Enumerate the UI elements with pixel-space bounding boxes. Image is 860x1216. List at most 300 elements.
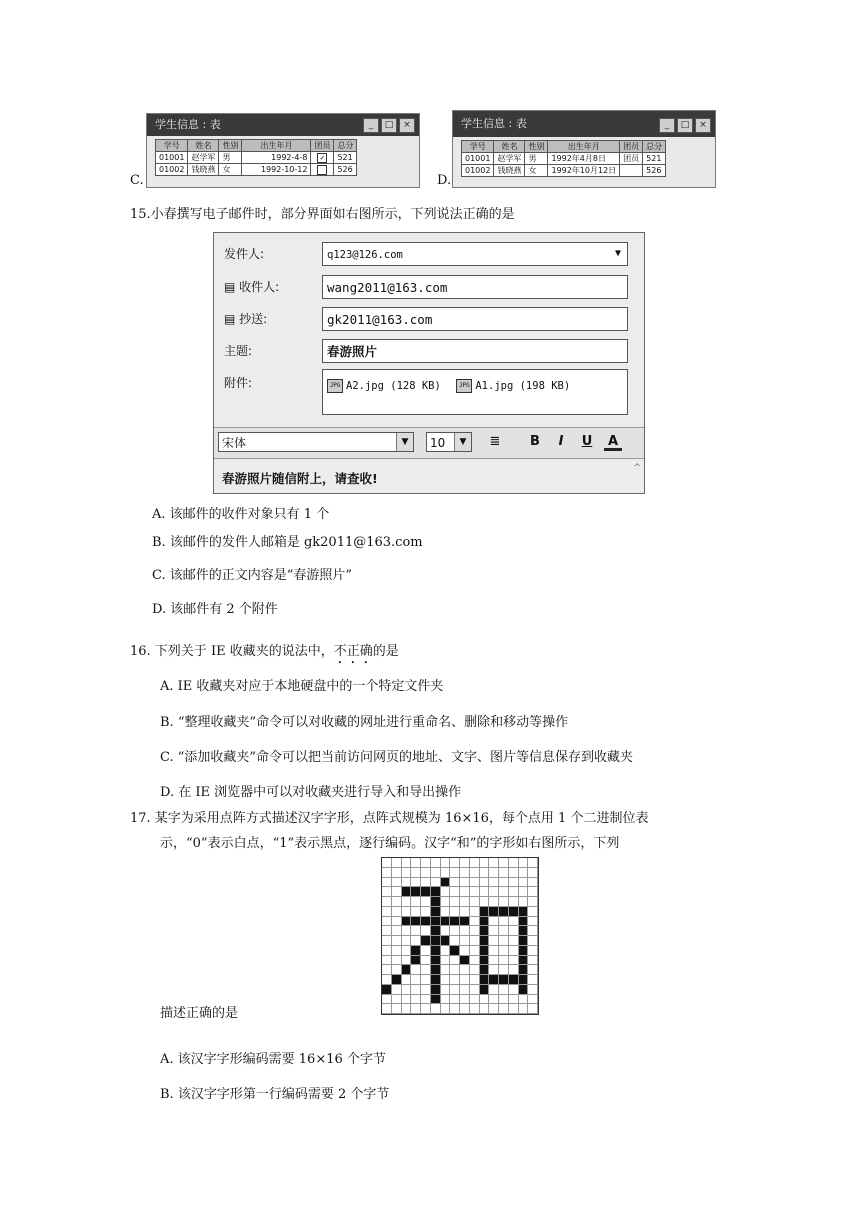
glyph-cell <box>528 887 538 897</box>
glyph-cell <box>499 926 509 936</box>
chevron-down-icon[interactable]: ▼ <box>614 248 622 259</box>
email-body[interactable]: 春游照片随信附上，请查收! <box>222 471 378 486</box>
glyph-cell <box>509 897 519 907</box>
glyph-cell <box>450 868 460 878</box>
table-cell: 1992-10-12 <box>242 164 311 176</box>
glyph-cell <box>470 965 480 975</box>
glyph-cell <box>431 858 441 868</box>
glyph-cell <box>460 956 470 966</box>
glyph-cell <box>470 1004 480 1014</box>
underline-button[interactable]: U <box>581 434 593 449</box>
glyph-cell <box>489 858 499 868</box>
table-row <box>156 164 357 176</box>
glyph-cell <box>450 965 460 975</box>
glyph-cell <box>519 897 529 907</box>
glyph-cell <box>392 878 402 888</box>
glyph-cell <box>402 1004 412 1014</box>
q15-option-d: D. 该邮件有 2 个附件 <box>152 602 278 617</box>
glyph-cell <box>528 1004 538 1014</box>
table-header: 团员 <box>620 141 643 153</box>
address-book-icon[interactable]: ▤ <box>224 280 236 294</box>
q16-stem-before: 16. 下列关于 IE 收藏夹的说法中， <box>130 644 334 659</box>
glyph-cell <box>528 926 538 936</box>
glyph-cell <box>489 965 499 975</box>
table-cell: 01002 <box>156 164 188 176</box>
glyph-cell <box>431 965 441 975</box>
glyph-cell <box>402 858 412 868</box>
q16-option-c: C. “添加收藏夹”命令可以把当前访问网页的地址、文字、图片等信息保存到收藏夹 <box>160 750 634 765</box>
table-d-title: 学生信息 : 表 <box>461 117 527 130</box>
glyph-cell <box>411 897 421 907</box>
glyph-cell <box>421 1004 431 1014</box>
glyph-cell <box>519 907 529 917</box>
glyph-cell <box>441 858 451 868</box>
glyph-cell <box>499 965 509 975</box>
glyph-cell <box>509 907 519 917</box>
glyph-cell <box>470 878 480 888</box>
glyph-cell <box>382 1004 392 1014</box>
cc-label[interactable]: 抄送: <box>239 312 268 326</box>
glyph-cell <box>441 1004 451 1014</box>
glyph-cell <box>382 917 392 927</box>
italic-button[interactable]: I <box>558 434 564 449</box>
glyph-cell <box>528 907 538 917</box>
glyph-cell <box>489 995 499 1005</box>
table-c-title: 学生信息 : 表 <box>155 118 221 131</box>
glyph-cell <box>450 995 460 1005</box>
glyph-cell <box>489 975 499 985</box>
table-cell-checkbox[interactable] <box>311 152 334 164</box>
glyph-cell <box>528 878 538 888</box>
glyph-cell <box>421 926 431 936</box>
address-book-icon[interactable]: ▤ <box>224 312 236 326</box>
glyph-cell <box>431 946 441 956</box>
table-header: 学号 <box>156 140 188 152</box>
glyph-cell <box>528 995 538 1005</box>
glyph-cell <box>460 926 470 936</box>
table-cell: 01001 <box>462 153 494 165</box>
glyph-cell <box>528 985 538 995</box>
table-c-titlebar <box>147 114 419 136</box>
glyph-cell <box>450 907 460 917</box>
glyph-cell <box>441 917 451 927</box>
font-name-select[interactable] <box>218 432 414 452</box>
table-cell-checkbox[interactable] <box>311 164 334 176</box>
cc-field[interactable]: gk2011@163.com <box>322 307 628 331</box>
glyph-cell <box>499 946 509 956</box>
glyph-cell <box>411 907 421 917</box>
glyph-cell <box>382 985 392 995</box>
table-row <box>462 165 666 177</box>
table-cell: 526 <box>334 164 357 176</box>
glyph-cell <box>431 907 441 917</box>
table-cell: 1992年4月8日 <box>548 153 620 165</box>
glyph-cell <box>411 858 421 868</box>
q17-option-b: B. 该汉字字形第一行编码需要 2 个字节 <box>160 1087 390 1102</box>
glyph-cell <box>421 936 431 946</box>
q17-option-a: A. 该汉字字形编码需要 16×16 个字节 <box>160 1052 386 1067</box>
glyph-cell <box>382 946 392 956</box>
attachment-item[interactable] <box>327 376 441 396</box>
glyph-cell <box>489 887 499 897</box>
glyph-cell <box>411 946 421 956</box>
glyph-cell <box>489 878 499 888</box>
glyph-cell <box>382 887 392 897</box>
glyph-cell <box>450 926 460 936</box>
glyph-cell <box>421 868 431 878</box>
glyph-cell <box>470 887 480 897</box>
glyph-cell <box>480 936 490 946</box>
glyph-cell <box>411 1004 421 1014</box>
checkbox-unchecked[interactable] <box>317 165 327 175</box>
glyph-cell <box>382 965 392 975</box>
glyph-cell <box>528 946 538 956</box>
q15-option-c: C. 该邮件的正文内容是“春游照片” <box>152 568 353 583</box>
glyph-cell <box>460 975 470 985</box>
glyph-cell <box>519 965 529 975</box>
glyph-cell <box>480 965 490 975</box>
glyph-cell <box>460 907 470 917</box>
glyph-cell <box>450 858 460 868</box>
glyph-cell <box>519 995 529 1005</box>
from-select[interactable] <box>322 242 628 266</box>
glyph-cell <box>392 956 402 966</box>
glyph-cell <box>392 985 402 995</box>
attachment-name: A2.jpg (128 KB) <box>346 380 441 392</box>
format-toolbar <box>214 427 644 459</box>
glyph-cell <box>499 887 509 897</box>
bold-button[interactable]: B <box>530 434 540 449</box>
glyph-cell <box>480 995 490 1005</box>
glyph-cell <box>421 995 431 1005</box>
glyph-cell <box>431 926 441 936</box>
glyph-cell <box>499 975 509 985</box>
glyph-cell <box>450 956 460 966</box>
table-header: 团员 <box>311 140 334 152</box>
glyph-cell <box>441 887 451 897</box>
glyph-cell <box>528 975 538 985</box>
glyph-cell <box>392 858 402 868</box>
glyph-cell <box>450 946 460 956</box>
cc-label-row <box>224 310 267 327</box>
question-15-stem: 15.小春撰写电子邮件时，部分界面如右图所示，下列说法正确的是 <box>130 207 515 222</box>
font-size-select[interactable] <box>426 432 472 452</box>
glyph-cell <box>489 926 499 936</box>
table-cell: 526 <box>643 165 666 177</box>
attachment-box <box>322 369 628 415</box>
glyph-cell <box>480 975 490 985</box>
q16-option-b: B. “整理收藏夹”命令可以对收藏的网址进行重命名、删除和移动等操作 <box>160 715 569 730</box>
glyph-cell <box>470 917 480 927</box>
maximize-icon[interactable]: □ <box>381 118 397 133</box>
glyph-cell <box>509 936 519 946</box>
glyph-cell <box>421 907 431 917</box>
glyph-cell <box>411 965 421 975</box>
glyph-cell <box>421 965 431 975</box>
glyph-cell <box>392 995 402 1005</box>
glyph-cell <box>519 975 529 985</box>
table-cell: 1992年10月12日 <box>548 165 620 177</box>
glyph-cell <box>441 926 451 936</box>
glyph-cell <box>460 858 470 868</box>
glyph-cell <box>470 956 480 966</box>
glyph-cell <box>402 946 412 956</box>
glyph-cell <box>382 858 392 868</box>
table-cell: 女 <box>219 164 242 176</box>
glyph-cell <box>489 907 499 917</box>
glyph-cell <box>441 995 451 1005</box>
glyph-cell <box>441 868 451 878</box>
glyph-cell <box>499 917 509 927</box>
glyph-cell <box>499 878 509 888</box>
scroll-up-icon[interactable]: ^ <box>633 463 641 473</box>
glyph-cell <box>519 926 529 936</box>
glyph-cell <box>519 868 529 878</box>
table-header: 性别 <box>525 141 548 153</box>
glyph-cell <box>509 926 519 936</box>
glyph-cell <box>382 956 392 966</box>
glyph-cell <box>519 936 529 946</box>
glyph-cell <box>480 946 490 956</box>
glyph-cell <box>509 878 519 888</box>
glyph-cell <box>411 956 421 966</box>
glyph-cell <box>460 985 470 995</box>
glyph-cell <box>499 868 509 878</box>
glyph-cell <box>450 878 460 888</box>
glyph-cell <box>499 907 509 917</box>
glyph-cell <box>411 917 421 927</box>
glyph-cell <box>450 917 460 927</box>
glyph-cell <box>402 878 412 888</box>
glyph-cell <box>499 985 509 995</box>
question-17-stem-line-2: 示，“0”表示白点，“1”表示黑点，逐行编码。汉字“和”的字形如右图所示，下列 <box>160 836 620 851</box>
glyph-cell <box>382 897 392 907</box>
line-spacing-icon[interactable]: ≣ <box>489 434 501 449</box>
glyph-cell <box>528 917 538 927</box>
glyph-cell <box>519 956 529 966</box>
glyph-cell <box>499 956 509 966</box>
glyph-cell <box>489 956 499 966</box>
glyph-cell <box>431 936 441 946</box>
glyph-cell <box>519 917 529 927</box>
glyph-cell <box>382 868 392 878</box>
from-value: q123@126.com <box>327 249 403 261</box>
table-row <box>156 152 357 164</box>
glyph-cell <box>392 936 402 946</box>
glyph-cell <box>450 936 460 946</box>
glyph-cell <box>441 956 451 966</box>
table-cell: 赵学军 <box>188 152 219 164</box>
dot-matrix-glyph-he <box>381 857 539 1015</box>
glyph-cell <box>411 975 421 985</box>
glyph-cell <box>460 878 470 888</box>
chevron-down-icon[interactable]: ▼ <box>396 433 413 451</box>
glyph-cell <box>509 975 519 985</box>
glyph-cell <box>450 985 460 995</box>
glyph-cell <box>499 1004 509 1014</box>
attachment-item[interactable] <box>456 376 570 396</box>
glyph-cell <box>528 858 538 868</box>
close-icon[interactable]: × <box>399 118 415 133</box>
table-cell: 女 <box>525 165 548 177</box>
table-cell: 男 <box>219 152 242 164</box>
jpg-file-icon: JPG <box>456 379 472 393</box>
glyph-cell <box>402 956 412 966</box>
attachment-name: A1.jpg (198 KB) <box>475 380 571 392</box>
glyph-cell <box>421 887 431 897</box>
table-cell: 01002 <box>462 165 494 177</box>
table-header: 总分 <box>643 141 666 153</box>
glyph-cell <box>382 878 392 888</box>
table-header: 出生年月 <box>548 141 620 153</box>
checkbox-checked[interactable]: ✓ <box>317 153 327 163</box>
glyph-cell <box>392 907 402 917</box>
glyph-cell <box>470 995 480 1005</box>
glyph-cell <box>441 878 451 888</box>
option-c-label: C. <box>130 173 144 188</box>
glyph-cell <box>470 975 480 985</box>
glyph-cell <box>480 907 490 917</box>
q15-option-b: B. 该邮件的发件人邮箱是 gk2011@163.com <box>152 535 423 550</box>
glyph-cell <box>431 956 441 966</box>
glyph-cell <box>441 907 451 917</box>
glyph-cell <box>421 897 431 907</box>
q16-stem-after: 的是 <box>372 644 399 659</box>
glyph-cell <box>392 868 402 878</box>
glyph-cell <box>509 985 519 995</box>
glyph-cell <box>421 946 431 956</box>
glyph-cell <box>470 868 480 878</box>
q15-option-a: A. 该邮件的收件对象只有 1 个 <box>152 507 330 522</box>
jpg-file-icon: JPG <box>327 379 343 393</box>
glyph-cell <box>421 956 431 966</box>
font-size-value: 10 <box>430 436 446 450</box>
to-label-row <box>224 278 279 295</box>
glyph-cell <box>411 887 421 897</box>
glyph-cell <box>411 985 421 995</box>
glyph-cell <box>489 897 499 907</box>
glyph-cell <box>470 985 480 995</box>
table-cell: 团员 <box>620 153 643 165</box>
glyph-cell <box>411 995 421 1005</box>
glyph-cell <box>441 936 451 946</box>
glyph-cell <box>509 917 519 927</box>
glyph-cell <box>402 897 412 907</box>
table-cell: 01001 <box>156 152 188 164</box>
glyph-cell <box>431 975 441 985</box>
glyph-cell <box>509 956 519 966</box>
table-c-window <box>146 113 420 188</box>
glyph-cell <box>421 878 431 888</box>
glyph-cell <box>489 917 499 927</box>
glyph-cell <box>509 868 519 878</box>
glyph-cell <box>392 926 402 936</box>
glyph-cell <box>421 975 431 985</box>
glyph-cell <box>460 965 470 975</box>
glyph-cell <box>441 897 451 907</box>
glyph-cell <box>411 936 421 946</box>
glyph-cell <box>450 887 460 897</box>
maximize-icon[interactable]: □ <box>677 118 693 133</box>
glyph-cell <box>499 936 509 946</box>
subject-label: 主题: <box>224 344 253 358</box>
table-cell: 1992-4-8 <box>242 152 311 164</box>
glyph-cell <box>431 887 441 897</box>
table-cell: 521 <box>334 152 357 164</box>
glyph-cell <box>392 946 402 956</box>
glyph-cell <box>470 858 480 868</box>
glyph-cell <box>480 858 490 868</box>
glyph-cell <box>460 936 470 946</box>
glyph-cell <box>411 878 421 888</box>
minimize-icon[interactable]: _ <box>363 118 379 133</box>
glyph-cell <box>402 995 412 1005</box>
glyph-cell <box>519 946 529 956</box>
glyph-cell <box>470 946 480 956</box>
glyph-cell <box>499 897 509 907</box>
glyph-cell <box>460 917 470 927</box>
glyph-cell <box>421 917 431 927</box>
glyph-cell <box>528 868 538 878</box>
glyph-cell <box>470 897 480 907</box>
glyph-cell <box>402 868 412 878</box>
glyph-cell <box>528 897 538 907</box>
to-label[interactable]: 收件人: <box>239 280 280 294</box>
glyph-cell <box>509 1004 519 1014</box>
glyph-cell <box>480 887 490 897</box>
table-row <box>462 153 666 165</box>
glyph-cell <box>509 946 519 956</box>
glyph-cell <box>519 985 529 995</box>
glyph-cell <box>450 1004 460 1014</box>
glyph-cell <box>402 965 412 975</box>
glyph-cell <box>460 897 470 907</box>
glyph-cell <box>480 926 490 936</box>
glyph-cell <box>392 917 402 927</box>
glyph-cell <box>431 878 441 888</box>
table-header: 学号 <box>462 141 494 153</box>
subject-field[interactable]: 春游照片 <box>322 339 628 363</box>
glyph-cell <box>441 946 451 956</box>
glyph-cell <box>402 887 412 897</box>
glyph-cell <box>382 936 392 946</box>
glyph-cell <box>480 897 490 907</box>
glyph-cell <box>402 907 412 917</box>
minimize-icon[interactable]: _ <box>659 118 675 133</box>
option-d-label: D. <box>437 173 452 188</box>
glyph-cell <box>519 1004 529 1014</box>
question-17-stem-line-3: 描述正确的是 <box>160 1006 239 1021</box>
attachment-label: 附件: <box>224 376 253 390</box>
to-field[interactable]: wang2011@163.com <box>322 275 628 299</box>
glyph-cell <box>480 985 490 995</box>
glyph-cell <box>499 858 509 868</box>
table-c <box>155 139 357 176</box>
glyph-cell <box>441 965 451 975</box>
font-color-button[interactable]: A <box>604 433 622 451</box>
table-cell: 钱晓燕 <box>188 164 219 176</box>
glyph-cell <box>392 897 402 907</box>
chevron-down-icon[interactable]: ▼ <box>454 433 471 451</box>
glyph-cell <box>460 995 470 1005</box>
glyph-cell <box>402 917 412 927</box>
glyph-cell <box>431 985 441 995</box>
close-icon[interactable]: × <box>695 118 711 133</box>
glyph-cell <box>470 936 480 946</box>
table-d-window <box>452 110 716 188</box>
glyph-cell <box>509 858 519 868</box>
glyph-cell <box>431 1004 441 1014</box>
